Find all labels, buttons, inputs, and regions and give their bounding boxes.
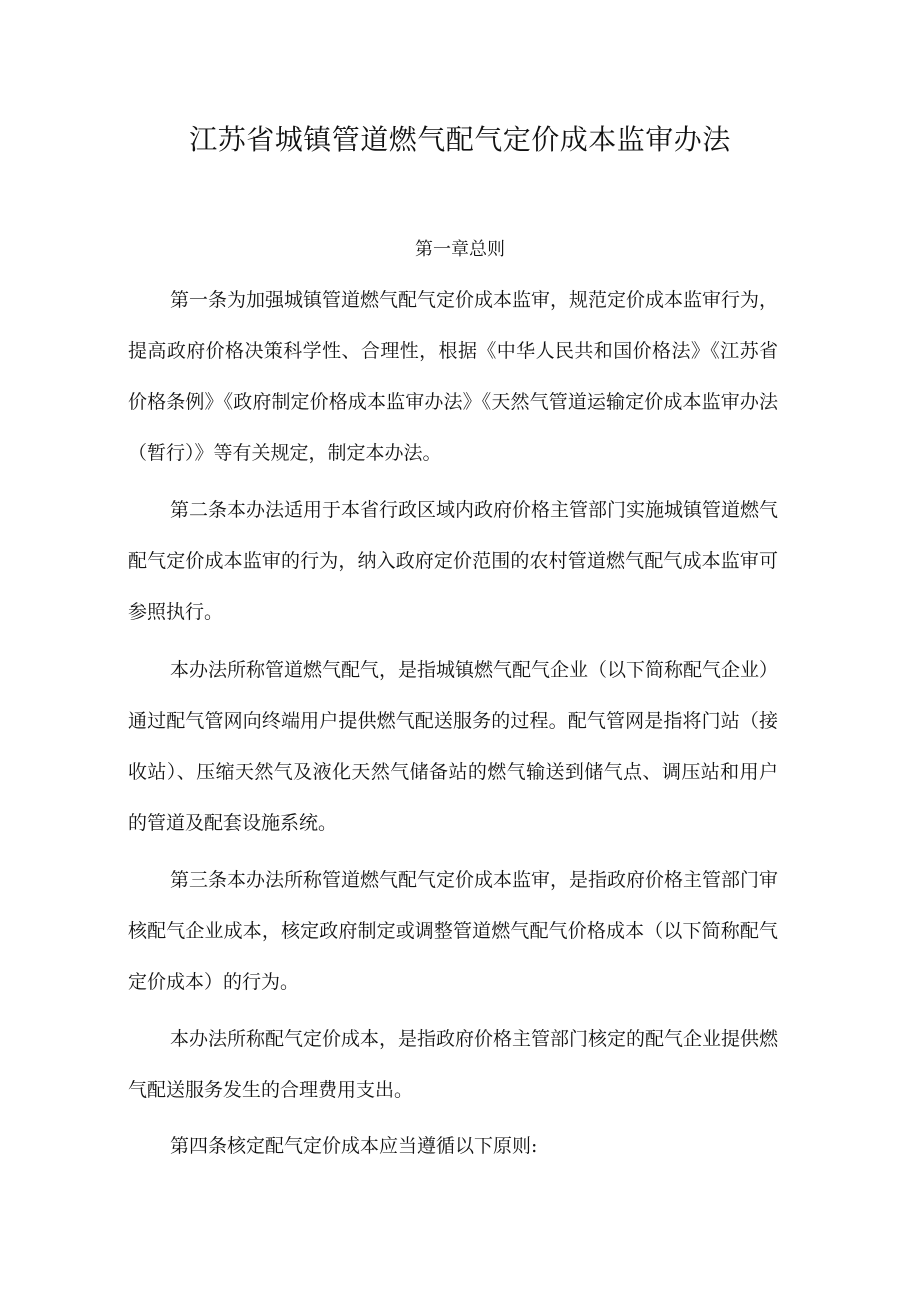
paragraph-cost-definition: 本办法所称配气定价成本，是指政府价格主管部门核定的配气企业提供燃气配送服务发生的合理费用支出。 <box>128 1028 779 1101</box>
paragraph-article-3: 第三条本办法所称管道燃气配气定价成本监审，是指政府价格主管部门审核配气企业成本，核定政府制定或调整管道燃气配气价格成本（以下简称配气定价成本）的行为。 <box>128 869 779 993</box>
paragraph-gas-distribution-definition: 本办法所称管道燃气配气，是指城镇燃气配气企业（以下简称配气企业）通过配气管网向终端用户提供燃气配送服务的过程。配气管网是指将门站（接收站）、压缩天然气及液化天然气储备站的燃气输送到储气点、调压站和用户的管道及配套设施系统。 <box>128 659 779 834</box>
paragraph-article-2: 第二条本办法适用于本省行政区域内政府价格主管部门实施城镇管道燃气配气定价成本监审的行为，纳入政府定价范围的农村管道燃气配气成本监审可参照执行。 <box>128 499 779 623</box>
document-title: 江苏省城镇管道燃气配气定价成本监审办法 <box>189 123 731 156</box>
paragraph-article-1: 第一条为加强城镇管道燃气配气定价成本监审，规范定价成本监审行为，提高政府价格决策科学性、合理性，根据《中华人民共和国价格法》《江苏省价格条例》《政府制定价格成本监审办法》《天然气管道运输定价成本监审办法（暂行）》等有关规定，制定本办法。 <box>128 289 779 464</box>
paragraph-article-4: 第四条核定配气定价成本应当遵循以下原则: <box>170 1135 538 1157</box>
chapter-heading: 第一章总则 <box>415 239 505 260</box>
